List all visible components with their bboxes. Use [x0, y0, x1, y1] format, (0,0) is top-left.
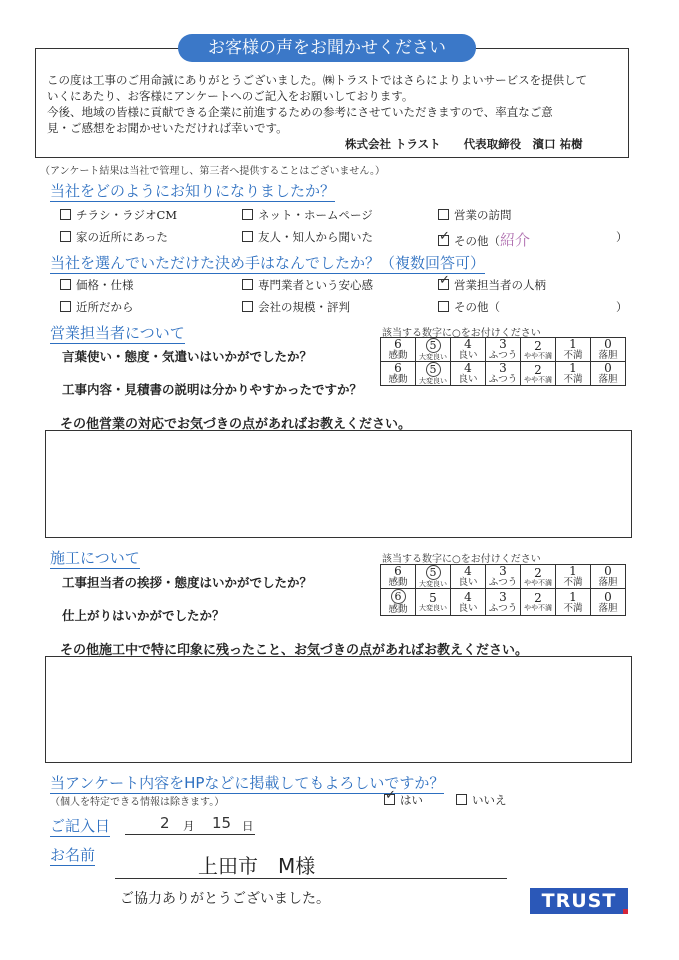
checkbox-icon[interactable] [60, 301, 71, 312]
rating-cell-4[interactable] [451, 362, 486, 386]
checkbox-icon[interactable] [60, 279, 71, 290]
q1-option-nearby[interactable]: 家の近所にあった [60, 229, 168, 245]
rating-cell-2[interactable] [521, 338, 556, 362]
date-month-value[interactable]: 2 [160, 814, 170, 832]
q1-title: 当社をどのようにお知りになりましたか？ [50, 182, 336, 200]
rating-number: 3 [499, 361, 507, 376]
rating-number: 5 [429, 590, 437, 605]
rating-cell-1[interactable] [556, 565, 591, 589]
rating-label: 感動 [388, 604, 408, 615]
rating-label: 感動 [388, 577, 408, 589]
rating-number: 4 [464, 337, 472, 352]
rating-row [381, 589, 626, 616]
rating-cell-5[interactable] [416, 362, 451, 386]
construction-rating-table [380, 564, 626, 616]
name-label: お名前 [50, 846, 96, 864]
rating-row [381, 565, 626, 589]
rating-cell-0[interactable] [591, 565, 626, 589]
rating-number: 1 [569, 337, 577, 352]
rating-cell-5[interactable] [416, 338, 451, 362]
q1-option-friend[interactable]: 友人・知人から聞いた [242, 229, 373, 245]
q1-option-net[interactable]: ネット・ホームページ [242, 207, 373, 223]
rating-cell-6[interactable] [381, 565, 416, 589]
checkbox-icon[interactable] [60, 231, 71, 242]
rating-label: 不満 [563, 350, 583, 362]
rating-label: 大変良い [419, 580, 447, 588]
rating-cell-4[interactable] [451, 589, 486, 616]
rating-cell-6[interactable] [381, 589, 416, 616]
rating-number: 2 [534, 338, 542, 353]
checkbox-icon[interactable] [456, 794, 467, 805]
rating-label: やや不満 [524, 578, 552, 587]
sales-rating-table [380, 337, 626, 386]
rating-cell-1[interactable] [556, 362, 591, 386]
rating-cell-6[interactable] [381, 338, 416, 362]
rating-label: ふつう [488, 374, 518, 386]
rating-number: 3 [499, 337, 507, 352]
intro-line-4: 見・ご感想をお聞かせいただければ幸いです。 [47, 121, 288, 135]
rating-label: 大変良い [419, 603, 447, 612]
rating-cell-3[interactable] [486, 338, 521, 362]
rating-label: 感動 [388, 350, 408, 362]
rating-number: 3 [499, 589, 507, 604]
rating-number: 1 [569, 564, 577, 579]
rating-number: 0 [604, 361, 612, 376]
intro-line-1: この度は工事のご用命誠にありがとうございました。㈱トラストではさらによりよいサービスを提供して [47, 73, 588, 87]
sales-question-1: 言葉使い・態度・気遣いはいかがでしたか？ [62, 349, 313, 364]
rating-label: 落胆 [598, 577, 618, 589]
name-value[interactable]: 上田市 M様 [198, 854, 316, 878]
rating-number: 0 [604, 337, 612, 352]
rating-label: 良い [458, 350, 478, 362]
rating-cell-1[interactable] [556, 338, 591, 362]
construction-instruction: 該当する数字に○をお付けください [382, 554, 541, 565]
rating-label: ふつう [488, 577, 518, 589]
date-day-value[interactable]: 15 [212, 814, 232, 832]
q2-close-paren: ） [616, 300, 628, 314]
checkbox-icon[interactable] [438, 301, 449, 312]
circled-selection-icon: 6 [391, 589, 406, 604]
rating-number [416, 565, 450, 580]
rating-number: 6 [394, 337, 402, 352]
checkbox-icon[interactable] [60, 209, 71, 220]
rating-cell-4[interactable] [451, 565, 486, 589]
sales-comment-box[interactable] [45, 430, 632, 538]
rating-cell-5[interactable] [416, 565, 451, 589]
rating-row [381, 338, 626, 362]
publish-note: （個人を特定できる情報は除きます。） [50, 797, 225, 808]
rating-label: やや不満 [524, 351, 552, 360]
q1-option-visit[interactable]: 営業の訪問 [438, 207, 512, 223]
rating-label: 良い [458, 602, 478, 614]
rating-cell-0[interactable] [591, 338, 626, 362]
rating-cell-2[interactable] [521, 362, 556, 386]
rating-label: 感動 [388, 374, 408, 386]
intro-line-3: 今後、地域の皆様に貢献できる企業に前進するための参考にさせていただきますので、率直なご意 [47, 105, 553, 119]
rating-number: 6 [394, 564, 402, 579]
rating-label: 良い [458, 577, 478, 589]
checked-checkbox-icon[interactable] [438, 235, 449, 246]
publish-no-option[interactable]: いいえ [456, 792, 507, 808]
date-day-unit: 日 [242, 819, 254, 833]
rating-label: 不満 [563, 602, 583, 614]
q2-option-reputation[interactable]: 会社の規模・評判 [242, 299, 350, 315]
circled-selection-icon: 5 [426, 362, 441, 377]
q2-title: 当社を選んでいただけた決め手はなんでしたか？（複数回答可） [50, 254, 486, 272]
rating-cell-3[interactable] [486, 589, 521, 616]
rating-number: 0 [604, 564, 612, 579]
rating-number: 1 [569, 361, 577, 376]
rating-row [381, 362, 626, 386]
circled-selection-icon: 5 [426, 565, 441, 580]
rating-number: 2 [534, 362, 542, 377]
checkbox-icon[interactable] [242, 301, 253, 312]
rating-cell-1[interactable] [556, 589, 591, 616]
rating-cell-5[interactable] [416, 589, 451, 616]
q1-other-handwritten: 紹介 [500, 231, 531, 249]
logo-red-dot [623, 909, 628, 914]
date-label: ご記入日 [50, 817, 111, 835]
rating-number: 4 [464, 589, 472, 604]
rating-cell-6[interactable] [381, 362, 416, 386]
rating-number: 4 [464, 361, 472, 376]
rating-number [416, 338, 450, 353]
rating-number: 0 [604, 589, 612, 604]
rating-cell-0[interactable] [591, 589, 626, 616]
rating-cell-2[interactable] [521, 589, 556, 616]
rating-label: 大変良い [419, 377, 447, 385]
construction-question-1: 工事担当者の挨拶・態度はいかがでしたか？ [62, 575, 313, 590]
rating-cell-2[interactable] [521, 565, 556, 589]
thanks-message: ご協力ありがとうございました。 [120, 891, 330, 907]
rating-number: 1 [569, 589, 577, 604]
q2-option-other[interactable]: その他（ [438, 299, 500, 315]
rating-label: やや不満 [524, 375, 552, 384]
privacy-note: （アンケート結果は当社で管理し、第三者へ提供することはございません。） [40, 166, 385, 177]
rating-label: 落胆 [598, 350, 618, 362]
circled-selection-icon: 5 [426, 338, 441, 353]
rating-label: ふつう [488, 602, 518, 614]
rating-number: 4 [464, 564, 472, 579]
rating-label: 落胆 [598, 374, 618, 386]
q1-option-flyer[interactable]: チラシ・ラジオCM [60, 207, 177, 223]
date-month-unit: 月 [183, 819, 195, 833]
checkbox-icon[interactable] [242, 279, 253, 290]
rating-number: 3 [499, 564, 507, 579]
checkbox-icon[interactable] [242, 231, 253, 242]
rating-cell-3[interactable] [486, 565, 521, 589]
publish-title: 当アンケート内容をHPなどに掲載してもよろしいですか？ [50, 774, 445, 792]
rating-cell-3[interactable] [486, 362, 521, 386]
rating-number: 2 [534, 565, 542, 580]
checked-checkbox-icon[interactable] [438, 279, 449, 290]
rating-number: 2 [534, 590, 542, 605]
sales-instruction: 該当する数字に○をお付けください [382, 328, 541, 339]
name-underline [115, 878, 507, 879]
checked-checkbox-icon[interactable] [384, 794, 395, 805]
trust-logo: TRUST [530, 888, 628, 914]
rating-number: 6 [394, 361, 402, 376]
publish-yes-option[interactable]: ✓ はい [384, 792, 423, 808]
rating-cell-0[interactable] [591, 362, 626, 386]
checkbox-icon[interactable] [438, 209, 449, 220]
rating-number [416, 362, 450, 377]
rating-label: 不満 [563, 577, 583, 589]
q1-option-other[interactable]: ✓ その他（紹介 [438, 229, 530, 250]
date-underline [125, 834, 255, 835]
construction-section-title: 施工について [50, 549, 140, 567]
sales-question-2: 工事内容・見積書の説明は分かりやすかったですか？ [62, 382, 363, 397]
rating-number [381, 589, 415, 604]
rating-label: やや不満 [524, 603, 552, 612]
rating-label: 落胆 [598, 602, 618, 614]
sales-comment-prompt: その他営業の対応でお気づきの点があればお教えください。 [60, 417, 412, 432]
q2-option-price[interactable]: 価格・仕様 [60, 277, 134, 293]
survey-banner: お客様の声をお聞かせください [178, 34, 476, 62]
q2-option-personality[interactable]: ✓ 営業担当者の人柄 [438, 277, 546, 293]
company-signature: 株式会社 トラスト 代表取締役 濱口 祐樹 [345, 137, 583, 151]
rating-cell-4[interactable] [451, 338, 486, 362]
checkbox-icon[interactable] [242, 209, 253, 220]
construction-question-2: 仕上がりはいかがでしたか？ [62, 608, 225, 623]
rating-label: ふつう [488, 350, 518, 362]
q2-option-nearby[interactable]: 近所だから [60, 299, 134, 315]
q2-option-specialist[interactable]: 専門業者という安心感 [242, 277, 373, 293]
q1-close-paren: ） [616, 230, 628, 244]
construction-comment-box[interactable] [45, 656, 632, 763]
intro-line-2: いくにあたり、お客様にアンケートへのご記入をお願いしております。 [47, 89, 414, 103]
rating-label: 大変良い [419, 353, 447, 361]
rating-label: 良い [458, 374, 478, 386]
rating-label: 不満 [563, 374, 583, 386]
sales-section-title: 営業担当者について [50, 324, 185, 342]
construction-comment-prompt: その他施工中で特に印象に残ったこと、お気づきの点があればお教えください。 [60, 643, 529, 658]
